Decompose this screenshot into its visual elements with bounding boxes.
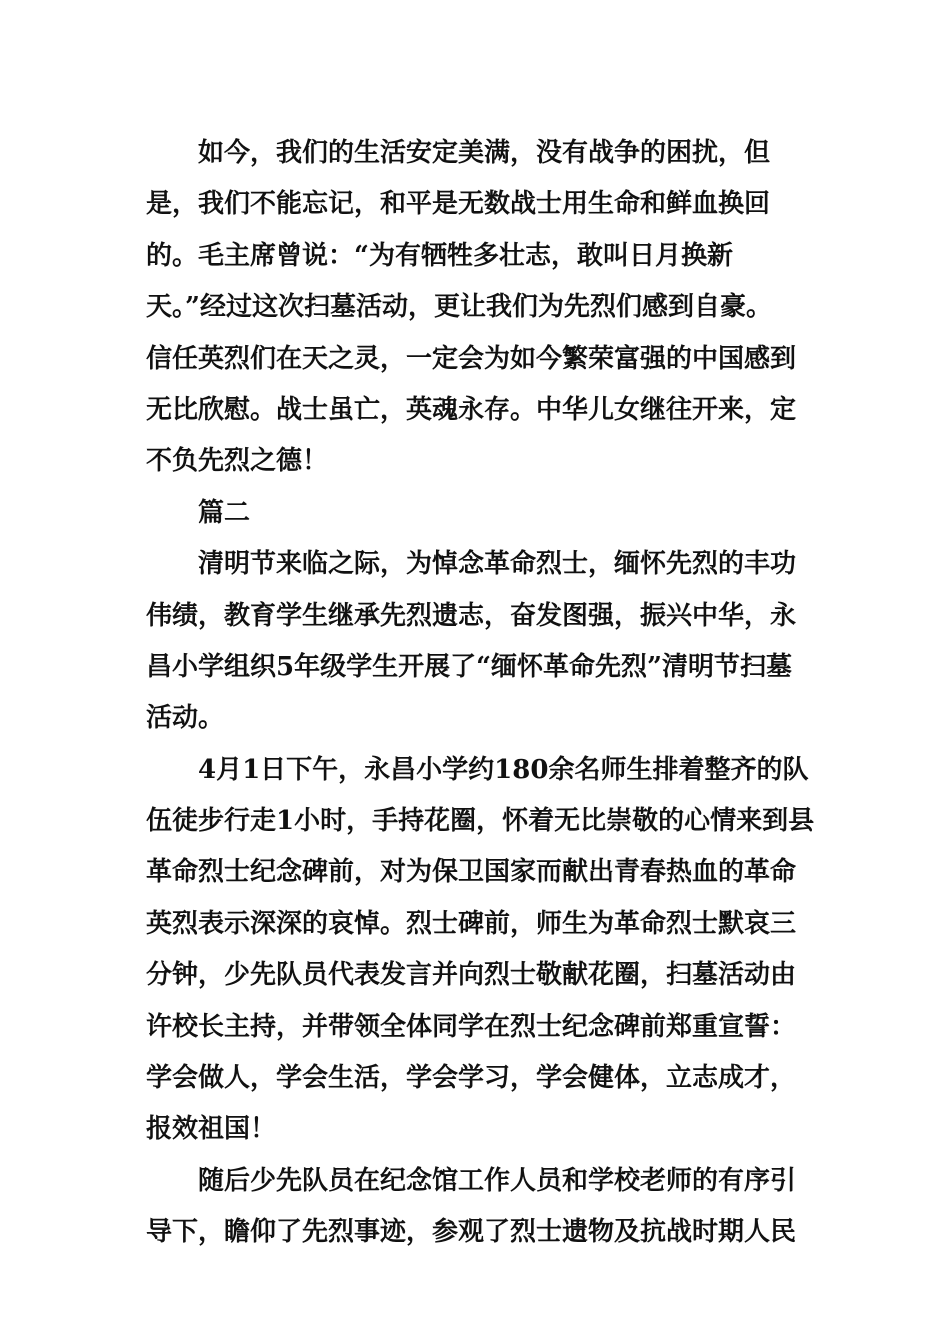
text-line: 许校长主持，并带领全体同学在烈士纪念碑前郑重宣誓： <box>146 1011 797 1042</box>
text-line: 的。毛主席曾说：“为有牺牲多壮志，敢叫日月换新 <box>146 240 733 271</box>
text-line: 伟绩，教育学生继承先烈遗志，奋发图强，振兴中华，永 <box>146 600 797 631</box>
text-line: 4月1日下午，永昌小学约180余名师生排着整齐的队 <box>198 754 809 785</box>
text-line: 革命烈士纪念碑前，对为保卫国家而献出青春热血的革命 <box>146 857 797 888</box>
text-line: 清明节来临之际，为悼念革命烈士，缅怀先烈的丰功 <box>198 549 797 580</box>
text-line: 导下，瞻仰了先烈事迹，参观了烈士遗物及抗战时期人民 <box>146 1217 797 1248</box>
text-line: 无比欣慰。战士虽亡，英魂永存。中华儿女继往开来，定 <box>146 394 797 425</box>
text-line: 信任英烈们在天之灵，一定会为如今繁荣富强的中国感到 <box>146 343 797 374</box>
text-line: 如今，我们的生活安定美满，没有战争的困扰，但 <box>198 138 771 168</box>
text-line: 天。”经过这次扫墓活动，更让我们为先烈们感到自豪。 <box>146 292 772 323</box>
text-line: 昌小学组织5年级学生开展了“缅怀革命先烈”清明节扫墓 <box>146 651 793 682</box>
document-body <box>146 128 826 1259</box>
text-line: 是，我们不能忘记，和平是无数战士用生命和鲜血换回 <box>146 189 771 220</box>
text-line: 不负先烈之德！ <box>146 446 329 477</box>
text-line: 活动。 <box>146 703 225 734</box>
text-line: 随后少先队员在纪念馆工作人员和学校老师的有序引 <box>198 1165 797 1196</box>
text-line: 分钟，少先队员代表发言并向烈士敬献花圈，扫墓活动由 <box>146 960 797 991</box>
section-heading: 篇二 <box>198 497 251 528</box>
text-line: 伍徒步行走1小时，手持花圈，怀着无比崇敬的心情来到县 <box>146 806 815 837</box>
text-line: 报效祖国！ <box>146 1114 277 1145</box>
text-line: 英烈表示深深的哀悼。烈士碑前，师生为革命烈士默哀三 <box>146 908 797 939</box>
text-line: 学会做人，学会生活，学会学习，学会健体，立志成才， <box>146 1063 797 1094</box>
